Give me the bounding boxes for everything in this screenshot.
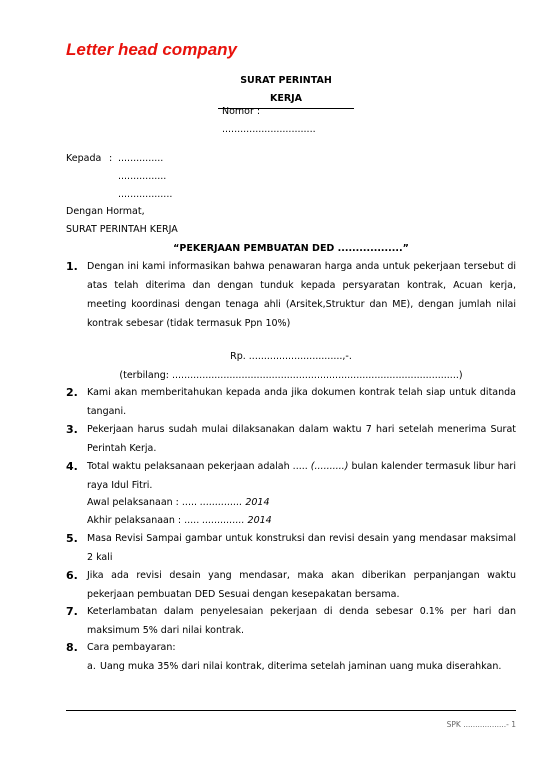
recipient-separator: : <box>109 153 113 164</box>
list-item-number: 4. <box>66 460 78 473</box>
start-date-label: Awal pelaksanaan : ..... <box>87 497 201 508</box>
list-item-number: 3. <box>66 423 78 436</box>
page-footer: SPK ..................- 1 <box>446 720 516 729</box>
nomor-value: ............................... <box>222 124 316 135</box>
list-item <box>66 383 516 421</box>
end-date-line <box>87 511 272 530</box>
end-date-value: .............. 2014 <box>202 515 272 526</box>
list-item-text: Keterlambatan dalam penyelesaian pekerjaan di denda sebesar 0.1% per hari dan maksimum 5% dari nilai kontrak. <box>87 606 516 636</box>
list-item-number: 2. <box>66 386 78 399</box>
list-item <box>66 638 516 657</box>
document-title-line1: SURAT PERINTAH <box>240 75 332 86</box>
list-item-number: 6. <box>66 569 78 582</box>
list-item-text: Cara pembayaran: <box>87 642 176 653</box>
end-date-label: Akhir pelaksanaan : ..... <box>87 515 203 526</box>
list-item <box>66 566 516 604</box>
list-item <box>66 257 516 333</box>
nomor-label: Nomor : <box>222 106 261 117</box>
list-item-text: Pekerjaan harus sudah mulai dilaksanakan dalam waktu 7 hari setelah menerima Surat Perintah Kerja. <box>87 424 516 454</box>
list-item <box>66 602 516 640</box>
list-item-number: 1. <box>66 260 78 273</box>
start-date-value: .............. 2014 <box>200 497 270 508</box>
greeting: Dengan Hormat, <box>66 206 145 217</box>
list-item-text: Masa Revisi Sampai gambar untuk konstruksi dan revisi desain yang mendasar maksimal 2 kali <box>87 533 516 563</box>
list-item-number: 5. <box>66 532 78 545</box>
recipient-line2: ................ <box>118 171 167 182</box>
duration-text-a: Total waktu pelaksanaan pekerjaan adalah ..... <box>87 461 311 472</box>
letterhead: Letter head company <box>66 40 237 59</box>
payment-term <box>87 657 516 676</box>
list-item-text: Kami akan memberitahukan kepada anda jika dokumen kontrak telah siap untuk ditanda tangani. <box>87 387 516 417</box>
recipient-line3: .................. <box>118 189 173 200</box>
subject-line: SURAT PERINTAH KERJA <box>66 224 178 235</box>
recipient-line1: ............... <box>118 153 164 164</box>
list-item <box>66 420 516 458</box>
list-item-text: Jika ada revisi desain yang mendasar, maka akan diberikan perpanjangan waktu pekerjaan pembuatan DED Sesuai dengan kesepakatan bersama. <box>87 570 516 600</box>
list-item-text <box>87 457 516 495</box>
payment-term-label: a. <box>87 661 96 672</box>
start-date-line <box>87 493 270 512</box>
contract-amount: Rp. ...............................,-. <box>230 351 352 362</box>
list-item <box>66 529 516 567</box>
duration-text-b: bulan kalender termasuk libur hari raya Idul Fitri. <box>87 461 516 491</box>
footer-divider <box>66 710 516 711</box>
amount-in-words: (terbilang: ...............................................................................................) <box>119 370 463 381</box>
list-item <box>66 457 516 495</box>
list-item-number: 7. <box>66 605 78 618</box>
duration-months: (..........) <box>310 461 349 472</box>
list-item-text: Dengan ini kami informasikan bahwa penawaran harga anda untuk pekerjaan tersebut di atas telah diterima dan dengan tunduk kepada persyaratan kontrak, Acuan kerja, meeting koordinasi dengan tenaga ahli (Arsitek,Struktur dan ME), dengan jumlah nilai kontrak sebesar (tidak termasuk Ppn 10%) <box>87 261 516 329</box>
project-title: “PEKERJAAN PEMBUATAN DED ..................” <box>173 243 409 254</box>
list-item-number: 8. <box>66 641 78 654</box>
nomor-block <box>222 103 316 139</box>
document-title-line2: KERJA <box>218 90 354 109</box>
recipient-label: Kepada <box>66 153 102 164</box>
payment-term-text: Uang muka 35% dari nilai kontrak, diterima setelah jaminan uang muka diserahkan. <box>100 661 502 672</box>
